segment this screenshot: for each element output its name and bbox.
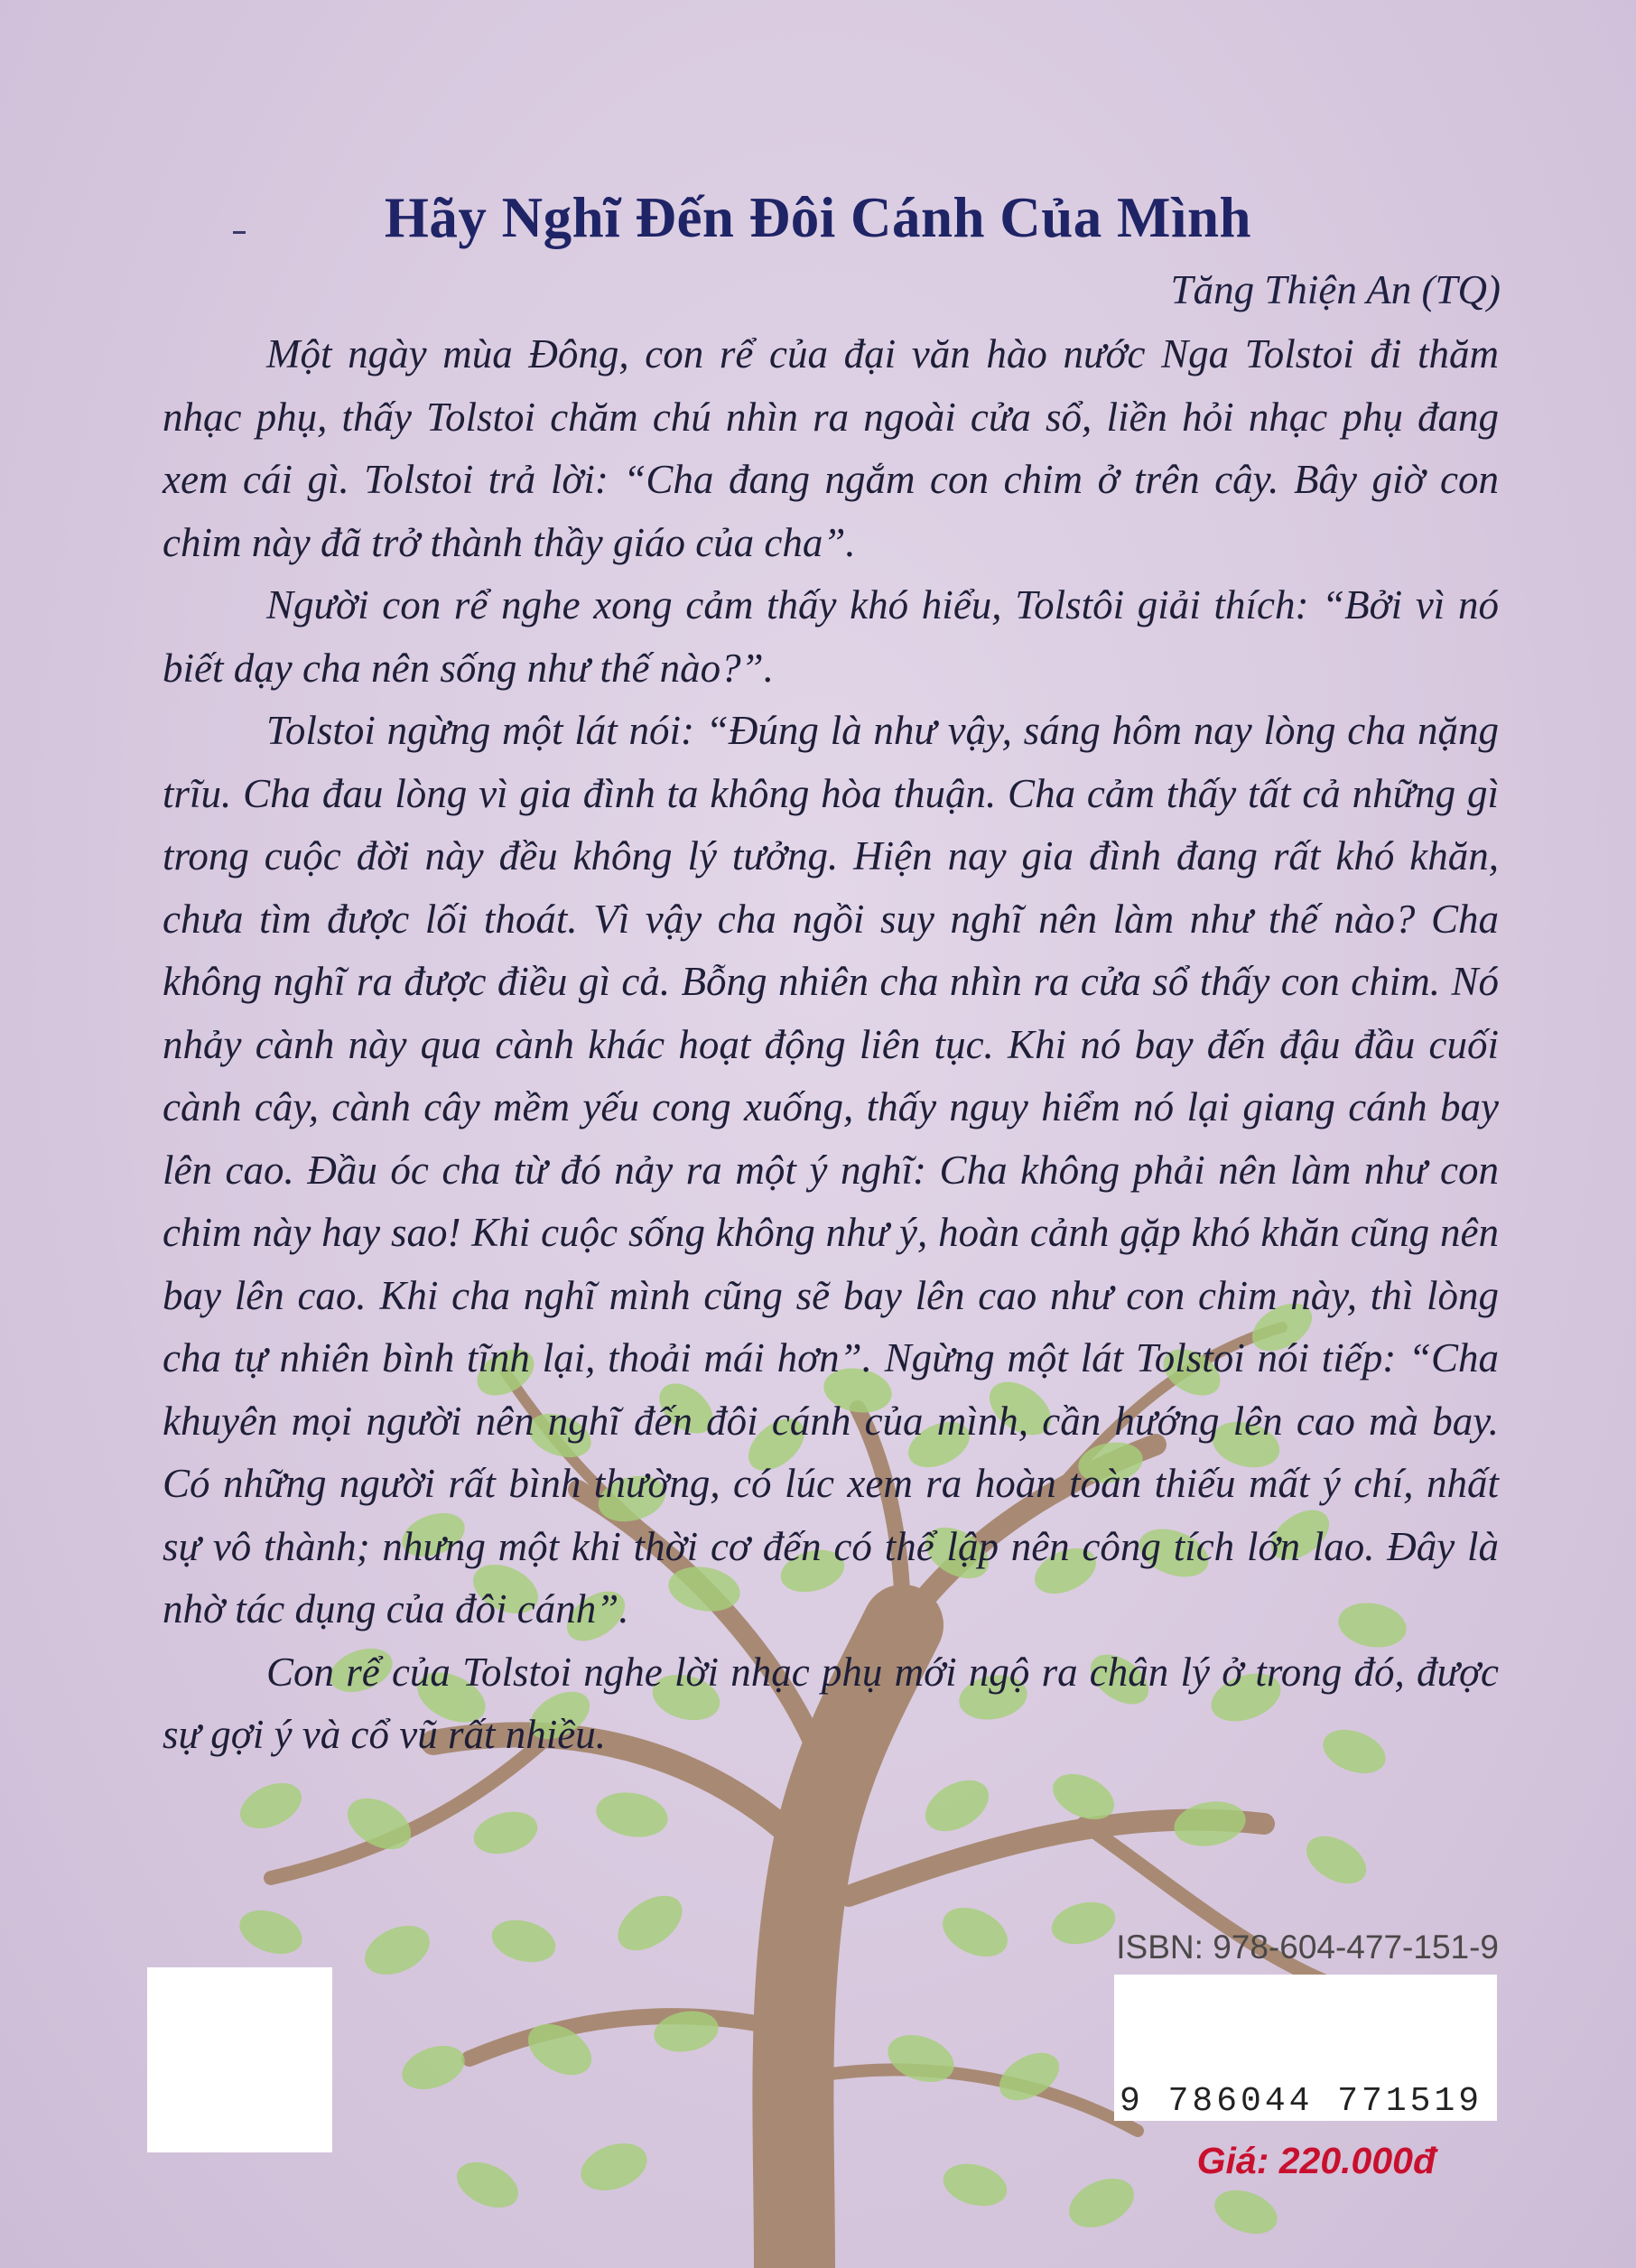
isbn-label: ISBN: 978-604-477-151-9 (1116, 1929, 1499, 1966)
story-author: Tăng Thiện An (TQ) (1170, 267, 1501, 312)
story-paragraph: Người con rể nghe xong cảm thấy khó hiểu, Tolstôi giải thích: “Bởi vì nó biết dạy cha nên sống như thế nào?”. (163, 582, 1499, 691)
story-title: Hãy Nghĩ Đến Đôi Cánh Của Mình (384, 186, 1252, 249)
price-label: Giá: 220.000đ (1196, 2140, 1436, 2181)
blank-sticker-area (147, 1967, 332, 2152)
story-paragraph: Một ngày mùa Đông, con rể của đại văn hào nước Nga Tolstoi đi thăm nhạc phụ, thấy Tolstoi chăm chú nhìn ra ngoài cửa sổ, liền hỏi nhạc phụ đang xem cái gì. Tolstoi trả lời: “Cha đang ngắm con chim ở trên cây. Bây giờ con chim này đã trở thành thầy giáo của cha”. (163, 331, 1499, 565)
story-paragraph: Con rể của Tolstoi nghe lời nhạc phụ mới ngộ ra chân lý ở trong đó, được sự gợi ý và cổ vũ rất nhiều. (163, 1649, 1499, 1757)
barcode-digits: 9 786044 771519 (1120, 2082, 1483, 2121)
story-body (163, 323, 1499, 1767)
story-paragraph: Tolstoi ngừng một lát nói: “Đúng là như vậy, sáng hôm nay lòng cha nặng trĩu. Cha đau lòng vì gia đình ta không hòa thuận. Cha cảm thấy tất cả những gì trong cuộc đời này đều không lý tưởng. Hiện nay gia đình đang rất khó khăn, chưa tìm được lối thoát. Vì vậy cha ngồi suy nghĩ nên làm như thế nào? Cha không nghĩ ra được điều gì cả. Bỗng nhiên cha nhìn ra cửa sổ thấy con chim. Nó nhảy cành này qua cành khác hoạt động liên tục. Khi nó bay đến đậu đầu cuối cành cây, cành cây mềm yếu cong xuống, thấy nguy hiểm nó lại giang cánh bay lên cao. Đầu óc cha từ đó nảy ra một ý nghĩ: Cha không phải nên làm như con chim này hay sao! Khi cuộc sống không như ý, hoàn cảnh gặp khó khăn cũng nên bay lên cao. Khi cha nghĩ mình cũng sẽ bay lên cao như con chim này, thì lòng cha tự nhiên bình tĩnh lại, thoải mái hơn”. Ngừng một lát Tolstoi nói tiếp: “Cha khuyên mọi người nên nghĩ đến đôi cánh của mình, cần hướng lên cao mà bay. Có những người rất bình thường, có lúc xem ra hoàn toàn thiếu mất ý chí, nhất sự vô thành; nhưng một khi thời cơ đến có thể lập nên công tích lớn lao. Đây là nhờ tác dụng của đôi cánh”. (163, 708, 1499, 1631)
